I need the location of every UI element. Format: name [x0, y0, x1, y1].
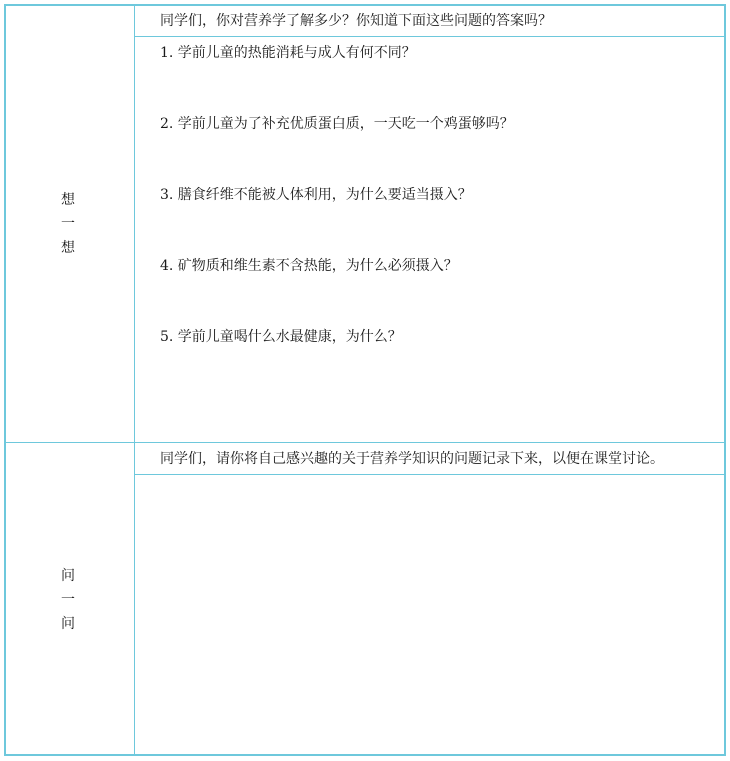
section1-label-char: 想 — [61, 192, 75, 208]
section1-intro-divider — [134, 36, 726, 37]
question-1: 1. 学前儿童的热能消耗与成人有何不同？ — [160, 45, 416, 61]
section1-label-char: 一 — [61, 216, 75, 232]
section2-label-char: 问 — [61, 568, 75, 584]
section2-intro-divider — [134, 474, 726, 475]
section2-label-char: 问 — [61, 616, 75, 632]
question-4: 4. 矿物质和维生素不含热能，为什么必须摄入？ — [160, 258, 458, 274]
section2-label-char: 一 — [61, 592, 75, 608]
section2-intro: 同学们，请你将自己感兴趣的关于营养学知识的问题记录下来，以便在课堂讨论。 — [160, 451, 664, 467]
section-divider — [4, 442, 726, 443]
question-2: 2. 学前儿童为了补充优质蛋白质，一天吃一个鸡蛋够吗？ — [160, 116, 514, 132]
answer-area[interactable] — [136, 476, 724, 754]
section1-intro: 同学们，你对营养学了解多少？你知道下面这些问题的答案吗？ — [160, 13, 552, 29]
question-5: 5. 学前儿童喝什么水最健康，为什么？ — [160, 329, 402, 345]
question-3: 3. 膳食纤维不能被人体利用，为什么要适当摄入？ — [160, 187, 472, 203]
section1-label-char: 想 — [61, 240, 75, 256]
section1-label — [40, 188, 96, 260]
label-column-divider — [134, 4, 135, 756]
section2-label — [40, 564, 96, 636]
